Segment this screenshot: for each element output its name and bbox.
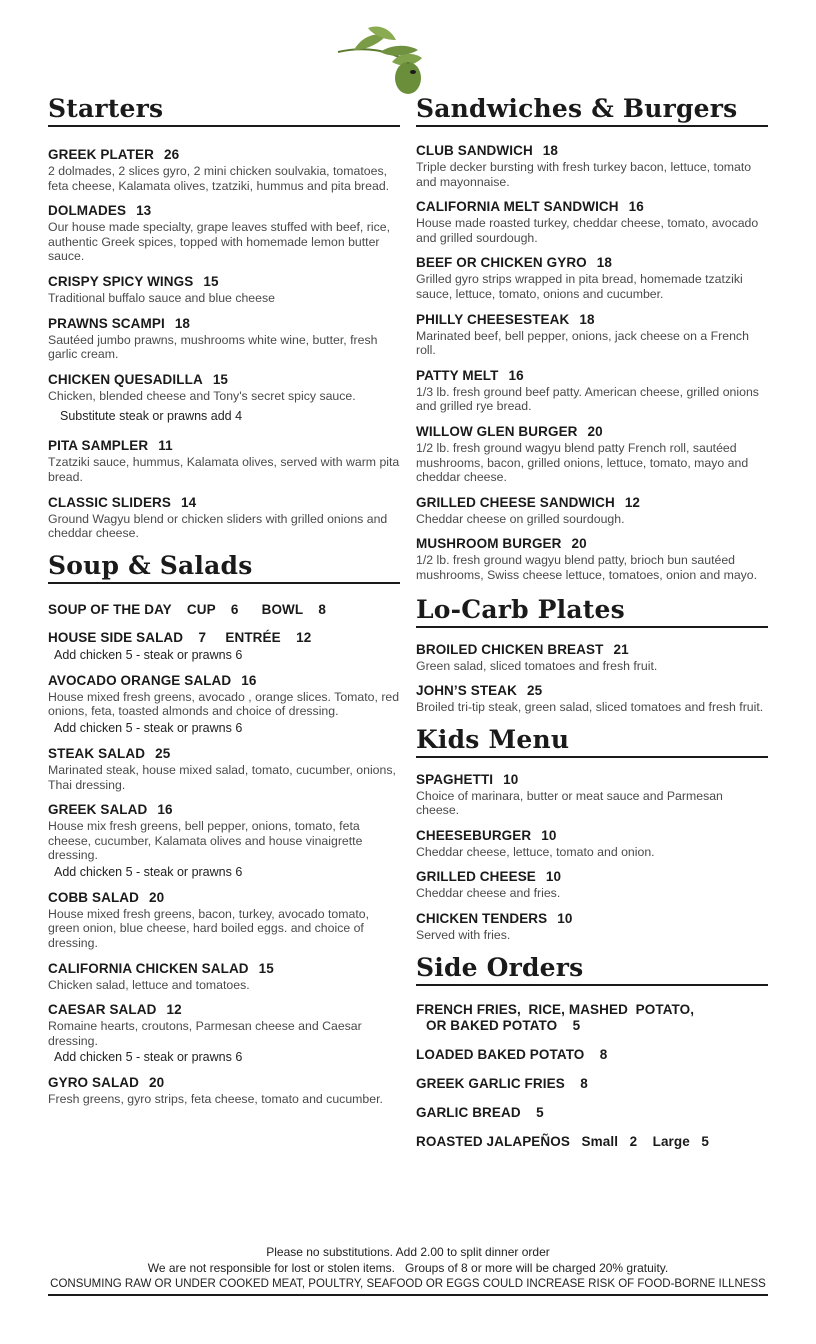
item-name: FRENCH FRIES, RICE, MASHED POTATO, [416,1001,695,1017]
item-name: GRILLED CHEESE [416,869,536,885]
item-description: Romaine hearts, croutons, Parmesan cheese and Caesar dressing. [48,1019,362,1048]
menu-item [416,495,768,527]
item-price: 25 [155,745,171,761]
item-price: 16 [157,802,173,818]
item-name: GREEK PLATER [48,147,154,162]
item-name: JOHN’S STEAK [416,683,517,699]
menu-item [48,802,400,880]
item-description: Broiled tri-tip steak, green salad, sliced tomatoes and fresh fruit. [416,700,764,715]
item-price: 18 [174,315,191,331]
menu-item [416,1134,768,1150]
item-name: CRISPY SPICY WINGS [48,273,194,289]
item-price: 10 [545,869,562,885]
item-description: Tzatziki sauce, hummus, Kalamata olives, served with warm pita bread. [48,455,400,484]
item-name: CHICKEN TENDERS [416,911,548,927]
item-name: WILLOW GLEN BURGER [416,423,578,439]
item-name: HOUSE SIDE SALAD 7 ENTRÉE 12 [48,629,312,645]
item-price: 10 [557,911,573,927]
item-name: PITA SAMPLER [48,438,149,454]
item-name: SOUP OF THE DAY CUP 6 BOWL 8 [48,601,327,617]
item-description: 1/2 lb. fresh ground wagyu blend patty, brioch bun sautéed mushrooms, Swiss cheese lettuce, tomatoes, onion and mayo. [416,553,758,582]
item-note: Add chicken 5 - steak or prawns 6 [54,1050,243,1065]
item-price: 12 [166,1002,182,1018]
right-column [416,94,768,1163]
item-description: Our house made specialty, grape leaves stuffed with beef, rice, authentic Greek spices, topped with homemade lemon butter sauce. [48,220,390,264]
menu-item [416,536,768,582]
item-note: Add chicken 5 - steak or prawns 6 [54,864,243,879]
menu-item [416,683,768,715]
menu-item [416,772,768,818]
menu-item [48,147,400,193]
menu-item [416,368,768,414]
item-price: 11 [158,438,173,454]
item-name: GRILLED CHEESE SANDWICH [416,494,615,510]
item-name: COBB SALAD [48,889,139,905]
item-price: 16 [241,672,257,688]
menu-item [48,673,400,736]
item-note: Substitute steak or prawns add 4 [60,409,243,424]
section-title: Soup & Salads [48,551,400,584]
sandwiches-section [416,94,768,583]
menu-item [416,911,768,943]
section-title: Kids Menu [416,725,768,758]
item-description: Traditional buffalo sauce and blue cheese [48,290,275,305]
item-name: PRAWNS SCAMPI [48,315,165,331]
menu-item [48,961,400,993]
item-name: CHEESEBURGER [416,827,532,843]
item-description: House made roasted turkey, cheddar cheese, tomato, avocado and grilled sourdough. [416,216,759,245]
item-name: AVOCADO ORANGE SALAD [48,672,232,688]
item-price: 26 [163,147,180,162]
starters-section [48,94,400,541]
item-description: Cheddar cheese, lettuce, tomato and onion. [416,844,655,859]
footer-divider [48,1294,768,1296]
item-name: GREEK SALAD [48,802,148,818]
item-price: 15 [203,273,219,289]
item-name: CALIFORNIA CHICKEN SALAD [48,960,249,976]
menu-item [416,1105,768,1121]
item-description: Marinated steak, house mixed salad, tomato, cucumber, onions, Thai dressing. [48,762,396,792]
item-description: 2 dolmades, 2 slices gyro, 2 mini chicken soulvakia, tomatoes, feta cheese, Kalamata olives, tzatziki, hummus and pita bread. [48,164,390,193]
item-name: GARLIC BREAD 5 [416,1104,544,1120]
item-name: LOADED BAKED POTATO 8 [416,1046,608,1062]
footer-line-warning: CONSUMING RAW OR UNDER COOKED MEAT, POULTRY, SEAFOOD OR EGGS COULD INCREASE RISK OF FOOD-BORNE ILLNESS [50,1278,766,1290]
item-name: STEAK SALAD [48,745,146,761]
item-price: 15 [258,960,274,976]
item-description: Green salad, sliced tomatoes and fresh fruit. [416,658,658,673]
item-price: 14 [181,494,197,510]
item-name: GREEK GARLIC FRIES 8 [416,1075,588,1091]
menu-item [48,602,400,618]
menu-item [416,312,768,358]
menu-item [416,143,768,189]
item-description: Chicken salad, lettuce and tomatoes. [48,977,250,992]
item-description: Fresh greens, gyro strips, feta cheese, tomato and cucumber. [48,1092,383,1107]
menu-item [48,630,400,663]
item-name: PATTY MELT [416,367,499,383]
item-name: MUSHROOM BURGER [416,536,562,552]
item-description: House mixed fresh greens, bacon, turkey, avocado tomato, green onion, blue cheese, hard boiled eggs. and choice of dressing. [48,906,370,951]
menu-item [48,1002,400,1065]
item-price: 13 [136,203,152,219]
item-description: Cheddar cheese and fries. [416,886,561,901]
item-note: Add chicken 5 - steak or prawns 6 [54,720,243,735]
item-price: 16 [508,367,524,383]
item-description: Triple decker bursting with fresh turkey bacon, lettuce, tomato and mayonnaise. [416,160,752,189]
item-price: 20 [571,536,587,552]
item-price: 20 [149,889,165,905]
side-orders-section [416,953,768,1150]
item-description: Grilled gyro strips wrapped in pita bread, homemade tzatziki sauce, lettuce, tomato, onions and cucumber. [416,272,743,301]
soup-salads-section [48,551,400,1107]
item-price: 10 [503,771,519,787]
footer-line-gratuity: We are not responsible for lost or stolen items. Groups of 8 or more will be charged 20% gratuity. [147,1261,669,1275]
item-name: GYRO SALAD [48,1075,140,1091]
item-name: CALIFORNIA MELT SANDWICH [416,199,619,215]
menu-item [48,746,400,792]
item-price: 15 [212,371,229,387]
item-description: Choice of marinara, butter or meat sauce and Parmesan cheese. [416,788,723,818]
menu-item [416,255,768,301]
menu-item [48,1075,400,1107]
menu-item [416,869,768,901]
item-description: Marinated beef, bell pepper, onions, jack cheese on a French roll. [416,328,749,358]
item-name: DOLMADES [48,203,127,219]
item-description: Ground Wagyu blend or chicken sliders with grilled onions and cheddar cheese. [48,511,388,541]
menu-item [416,1047,768,1063]
menu-item [416,199,768,245]
menu-item [416,1076,768,1092]
item-price: 18 [596,255,612,271]
menu-item [416,1002,768,1034]
section-title: Starters [48,94,400,127]
kids-section [416,725,768,943]
menu-item [48,438,400,484]
item-description: Served with fries. [416,928,511,943]
item-description: Cheddar cheese on grilled sourdough. [416,511,625,526]
item-name: SPAGHETTI [416,771,494,787]
item-note: Add chicken 5 - steak or prawns 6 [54,647,243,662]
item-name: CLUB SANDWICH [416,143,533,158]
section-title: Sandwiches & Burgers [416,94,768,127]
item-name: ROASTED JALAPEÑOS Small 2 Large 5 [416,1133,710,1149]
item-price: 16 [628,199,644,215]
item-description: Chicken, blended cheese and Tony's secret spicy sauce. [48,388,356,403]
menu-item [48,495,400,541]
item-price: 10 [541,827,557,843]
menu-item [416,642,768,674]
locarb-section [416,595,768,715]
olive-branch-icon [334,22,426,98]
menu-item [48,890,400,951]
menu-item [48,203,400,264]
item-price: 12 [624,494,641,510]
item-price: 21 [613,641,629,657]
item-description: House mixed fresh greens, avocado , orange slices. Tomato, red onions, feta, toasted almonds and choice of dressing. [48,689,400,719]
item-name-line2: OR BAKED POTATO 5 [426,1017,581,1033]
item-price: 20 [587,423,603,439]
item-name: BROILED CHICKEN BREAST [416,641,604,657]
item-price: 18 [542,143,559,158]
section-title: Side Orders [416,953,768,986]
footer-notes [48,1244,768,1292]
item-price: 25 [526,683,543,699]
item-name: CLASSIC SLIDERS [48,494,172,510]
footer-line-substitutions: Please no substitutions. Add 2.00 to split dinner order [266,1245,550,1259]
item-name: BEEF OR CHICKEN GYRO [416,255,587,271]
item-description: 1/3 lb. fresh ground beef patty. American cheese, grilled onions and grilled rye bread. [416,384,759,414]
item-name: CAESAR SALAD [48,1002,157,1018]
menu-item [416,828,768,860]
item-description: 1/2 lb. fresh ground wagyu blend patty French roll, sautéed mushrooms, bacon, grilled onions, lettuce, tomato, mayo and cheddar cheese. [416,440,749,485]
menu-item [48,274,400,306]
menu-item [48,316,400,362]
item-name: PHILLY CHEESESTEAK [416,311,570,327]
section-title: Lo-Carb Plates [416,595,768,628]
item-price: 18 [579,311,595,327]
item-price: 20 [149,1075,165,1091]
left-column [48,94,400,1117]
item-description: Sautéed jumbo prawns, mushrooms white wine, butter, fresh garlic cream. [48,332,378,362]
item-description: House mix fresh greens, bell pepper, onions, tomato, feta cheese, cucumber, Kalamata olives and house vinaigrette dressing. [48,819,363,863]
menu-item [416,424,768,485]
menu-item [48,372,400,425]
item-name: CHICKEN QUESADILLA [48,371,203,387]
